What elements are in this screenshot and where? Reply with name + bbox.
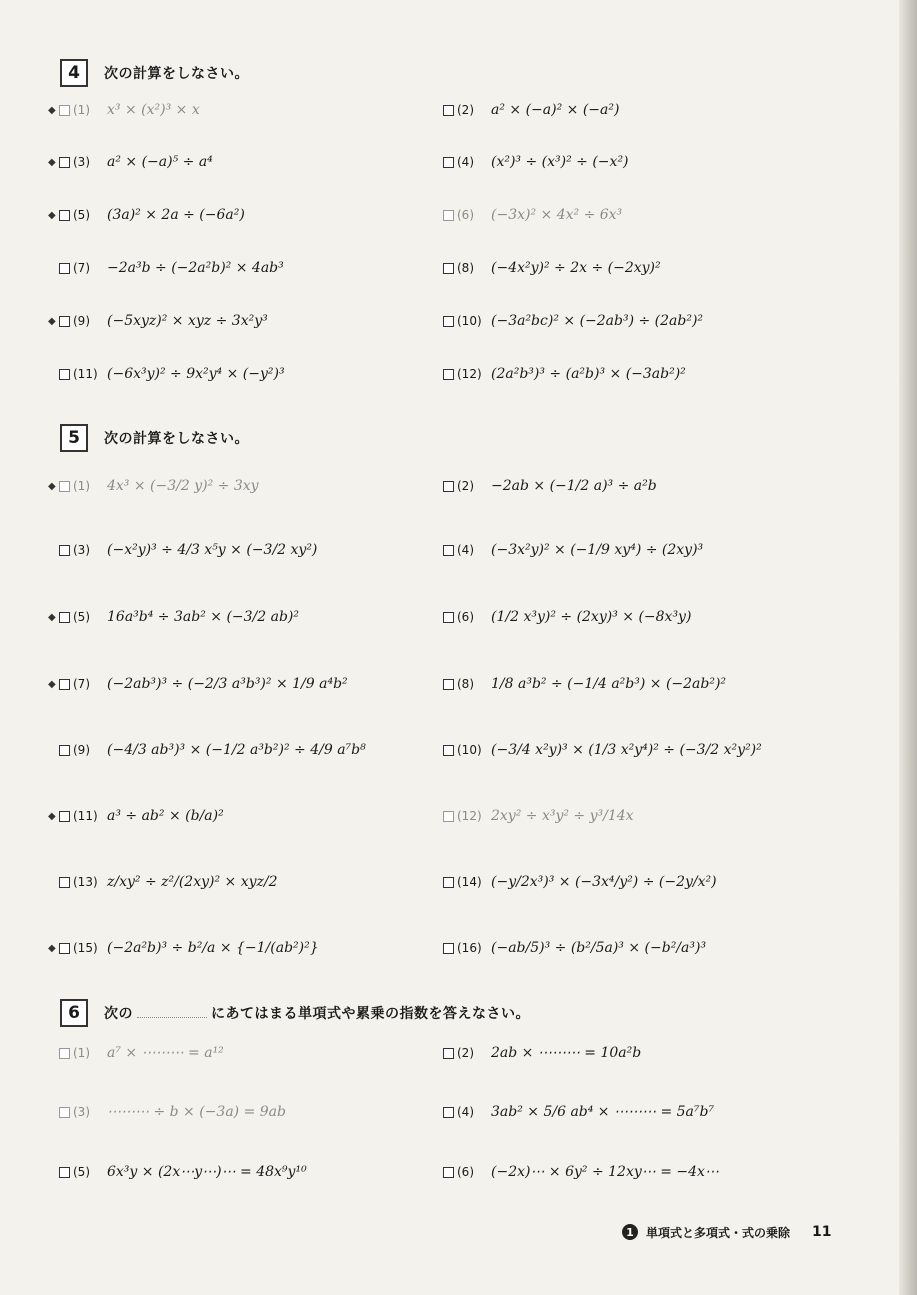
problem-number: (11) [73, 367, 98, 381]
problem-number: (12) [457, 367, 482, 381]
problem-4-3 [48, 142, 213, 182]
problem-5-11 [48, 796, 224, 836]
problem-number: (4) [457, 543, 474, 557]
problem-expression: x³ × (x²)³ × x [107, 102, 200, 118]
problem-4-9 [48, 301, 268, 341]
problem-5-12 [432, 796, 634, 836]
problem-number: (6) [457, 610, 474, 624]
page-edge [899, 0, 917, 1295]
checkbox[interactable] [59, 105, 70, 116]
checkbox[interactable] [59, 1107, 70, 1118]
checkbox[interactable] [59, 481, 70, 492]
problem-5-4 [432, 530, 703, 570]
problem-6-6 [432, 1152, 719, 1192]
checkbox[interactable] [443, 263, 454, 274]
checkbox[interactable] [443, 1107, 454, 1118]
checkbox[interactable] [443, 1048, 454, 1059]
problem-expression: (−5xyz)² × xyz ÷ 3x²y³ [107, 313, 268, 329]
checkbox[interactable] [59, 1167, 70, 1178]
problem-4-11 [48, 354, 285, 394]
problem-expression: a⁷ × ⋯⋯⋯ = a¹² [107, 1045, 224, 1061]
checkbox[interactable] [59, 679, 70, 690]
problem-expression: −2ab × (−1/2 a)³ ÷ a²b [491, 478, 657, 494]
problem-number: (9) [73, 314, 90, 328]
problem-6-1 [48, 1033, 224, 1073]
checkbox[interactable] [443, 210, 454, 221]
problem-number: (1) [73, 479, 90, 493]
problem-number: (5) [73, 1165, 90, 1179]
problem-expression: (−2x)⋯ × 6y² ÷ 12xy⋯ = −4x⋯ [491, 1164, 719, 1180]
chapter-title: 単項式と多項式・式の乗除 [646, 1225, 791, 1240]
checkbox[interactable] [443, 105, 454, 116]
checkbox[interactable] [443, 679, 454, 690]
problem-5-8 [432, 664, 726, 704]
problem-4-6 [432, 195, 622, 235]
problem-number: (8) [457, 261, 474, 275]
problem-number: (11) [73, 809, 98, 823]
checkbox[interactable] [59, 316, 70, 327]
checkbox[interactable] [443, 943, 454, 954]
section-title: 次の計算をしなさい。 [104, 431, 249, 447]
problem-number: (5) [73, 610, 90, 624]
problem-5-16 [432, 928, 706, 968]
problem-number: (9) [73, 743, 90, 757]
chapter-number-icon: 1 [622, 1224, 638, 1240]
problem-4-8 [432, 248, 661, 288]
checkbox[interactable] [59, 210, 70, 221]
problem-expression: (−ab/5)³ ÷ (b²/5a)³ × (−b²/a³)³ [491, 940, 707, 956]
problem-expression: (−4x²y)² ÷ 2x ÷ (−2xy)² [491, 260, 661, 276]
checkbox[interactable] [59, 545, 70, 556]
checkbox[interactable] [59, 1048, 70, 1059]
problem-number: (14) [457, 875, 482, 889]
section-number: 5 [60, 424, 88, 452]
problem-5-10 [432, 730, 762, 770]
checkbox[interactable] [443, 612, 454, 623]
problem-4-12 [432, 354, 686, 394]
star-icon: ◆ [48, 209, 56, 221]
section-number: 4 [60, 59, 88, 87]
title-suffix: にあてはまる単項式や累乗の指数を答えなさい。 [211, 1006, 530, 1022]
checkbox[interactable] [59, 369, 70, 380]
problem-expression: 1/8 a³b² ÷ (−1/4 a²b³) × (−2ab²)² [491, 676, 727, 692]
problem-number: (2) [457, 479, 474, 493]
section-title: 次の計算をしなさい。 [104, 66, 249, 82]
checkbox[interactable] [443, 745, 454, 756]
problem-expression: 2xy² ÷ x³y² ÷ y³/14x [491, 808, 634, 824]
problem-5-5 [48, 597, 299, 637]
blank-placeholder [137, 1003, 207, 1018]
page-footer [622, 1220, 832, 1244]
checkbox[interactable] [443, 481, 454, 492]
checkbox[interactable] [59, 612, 70, 623]
problem-number: (1) [73, 103, 90, 117]
section-title [104, 1003, 530, 1023]
problem-4-2 [432, 90, 619, 130]
problem-number: (8) [457, 677, 474, 691]
problem-expression: (−4/3 ab³)³ × (−1/2 a³b²)² ÷ 4/9 a⁷b⁸ [107, 742, 366, 758]
star-icon: ◆ [48, 678, 56, 690]
problem-6-2 [432, 1033, 641, 1073]
problem-expression: (x²)³ ÷ (x³)² ÷ (−x²) [491, 154, 629, 170]
problem-5-3 [48, 530, 317, 570]
problem-expression: a³ ÷ ab² × (b/a)² [107, 808, 224, 824]
problem-4-5 [48, 195, 245, 235]
problem-4-10 [432, 301, 703, 341]
star-icon: ◆ [48, 810, 56, 822]
problem-number: (2) [457, 1046, 474, 1060]
section-6-header [60, 998, 530, 1028]
problem-number: (15) [73, 941, 98, 955]
problem-number: (3) [73, 543, 90, 557]
problem-number: (4) [457, 155, 474, 169]
problem-number: (16) [457, 941, 482, 955]
problem-expression: 2ab × ⋯⋯⋯ = 10a²b [491, 1045, 642, 1061]
problem-expression: (−3x)² × 4x² ÷ 6x³ [491, 207, 623, 223]
checkbox[interactable] [443, 877, 454, 888]
problem-expression: 16a³b⁴ ÷ 3ab² × (−3/2 ab)² [107, 609, 299, 625]
problem-expression: (−2ab³)³ ÷ (−2/3 a³b³)² × 1/9 a⁴b² [107, 676, 348, 692]
problem-4-7 [48, 248, 284, 288]
section-5-header [60, 423, 249, 453]
star-icon: ◆ [48, 480, 56, 492]
problem-4-4 [432, 142, 629, 182]
checkbox[interactable] [59, 877, 70, 888]
problem-number: (5) [73, 208, 90, 222]
problem-4-1 [48, 90, 200, 130]
problem-expression: 4x³ × (−3/2 y)² ÷ 3xy [107, 478, 259, 494]
checkbox[interactable] [443, 316, 454, 327]
checkbox[interactable] [443, 545, 454, 556]
checkbox[interactable] [59, 157, 70, 168]
problem-number: (6) [457, 1165, 474, 1179]
problem-number: (12) [457, 809, 482, 823]
problem-number: (1) [73, 1046, 90, 1060]
problem-5-14 [432, 862, 717, 902]
star-icon: ◆ [48, 942, 56, 954]
checkbox[interactable] [59, 745, 70, 756]
problem-6-4 [432, 1092, 714, 1132]
problem-expression: −2a³b ÷ (−2a²b)² × 4ab³ [107, 260, 284, 276]
problem-5-15 [48, 928, 319, 968]
star-icon: ◆ [48, 611, 56, 623]
star-icon: ◆ [48, 156, 56, 168]
problem-expression: (−3/4 x²y)³ × (1/3 x²y⁴)² ÷ (−3/2 x²y²)² [491, 742, 762, 758]
problem-expression: (−3x²y)² × (−1/9 xy⁴) ÷ (2xy)³ [491, 542, 704, 558]
star-icon: ◆ [48, 104, 56, 116]
problem-number: (6) [457, 208, 474, 222]
star-icon: ◆ [48, 315, 56, 327]
checkbox[interactable] [443, 811, 454, 822]
problem-number: (4) [457, 1105, 474, 1119]
problem-5-2 [432, 466, 657, 506]
problem-6-3 [48, 1092, 286, 1132]
problem-expression: (3a)² × 2a ÷ (−6a²) [107, 207, 245, 223]
problem-expression: (−3a²bc)² × (−2ab³) ÷ (2ab²)² [491, 313, 704, 329]
checkbox[interactable] [443, 369, 454, 380]
problem-expression: (−x²y)³ ÷ 4/3 x⁵y × (−3/2 xy²) [107, 542, 318, 558]
problem-5-13 [48, 862, 278, 902]
problem-number: (10) [457, 314, 482, 328]
problem-expression: (−y/2x³)³ × (−3x⁴/y²) ÷ (−2y/x²) [491, 874, 717, 890]
problem-expression: a² × (−a)² × (−a²) [491, 102, 620, 118]
problem-number: (3) [73, 155, 90, 169]
problem-5-9 [48, 730, 366, 770]
problem-expression: 6x³y × (2x⋯y⋯)⋯ = 48x⁹y¹⁰ [107, 1164, 307, 1180]
checkbox[interactable] [59, 263, 70, 274]
problem-expression: a² × (−a)⁵ ÷ a⁴ [107, 154, 213, 170]
problem-number: (7) [73, 677, 90, 691]
problem-expression: (2a²b³)³ ÷ (a²b)³ × (−3ab²)² [491, 366, 686, 382]
problem-number: (7) [73, 261, 90, 275]
problem-expression: z/xy² ÷ z²/(2xy)² × xyz/2 [107, 874, 278, 890]
section-4-header [60, 58, 249, 88]
problem-6-5 [48, 1152, 307, 1192]
problem-expression: (−6x³y)² ÷ 9x²y⁴ × (−y²)³ [107, 366, 285, 382]
checkbox[interactable] [443, 1167, 454, 1178]
checkbox[interactable] [59, 811, 70, 822]
problem-5-7 [48, 664, 348, 704]
problem-expression: (−2a²b)³ ÷ b²/a × {−1/(ab²)²} [107, 940, 319, 956]
checkbox[interactable] [59, 943, 70, 954]
problem-expression: ⋯⋯⋯ ÷ b × (−3a) = 9ab [107, 1104, 286, 1120]
problem-number: (3) [73, 1105, 90, 1119]
problem-5-6 [432, 597, 691, 637]
problem-expression: 3ab² × 5/6 ab⁴ × ⋯⋯⋯ = 5a⁷b⁷ [491, 1104, 715, 1120]
section-number: 6 [60, 999, 88, 1027]
checkbox[interactable] [443, 157, 454, 168]
problem-number: (13) [73, 875, 98, 889]
title-prefix: 次の [104, 1006, 133, 1022]
problem-5-1 [48, 466, 259, 506]
problem-expression: (1/2 x³y)² ÷ (2xy)³ × (−8x³y) [491, 609, 692, 625]
problem-number: (2) [457, 103, 474, 117]
problem-number: (10) [457, 743, 482, 757]
page-number: 11 [812, 1224, 832, 1240]
